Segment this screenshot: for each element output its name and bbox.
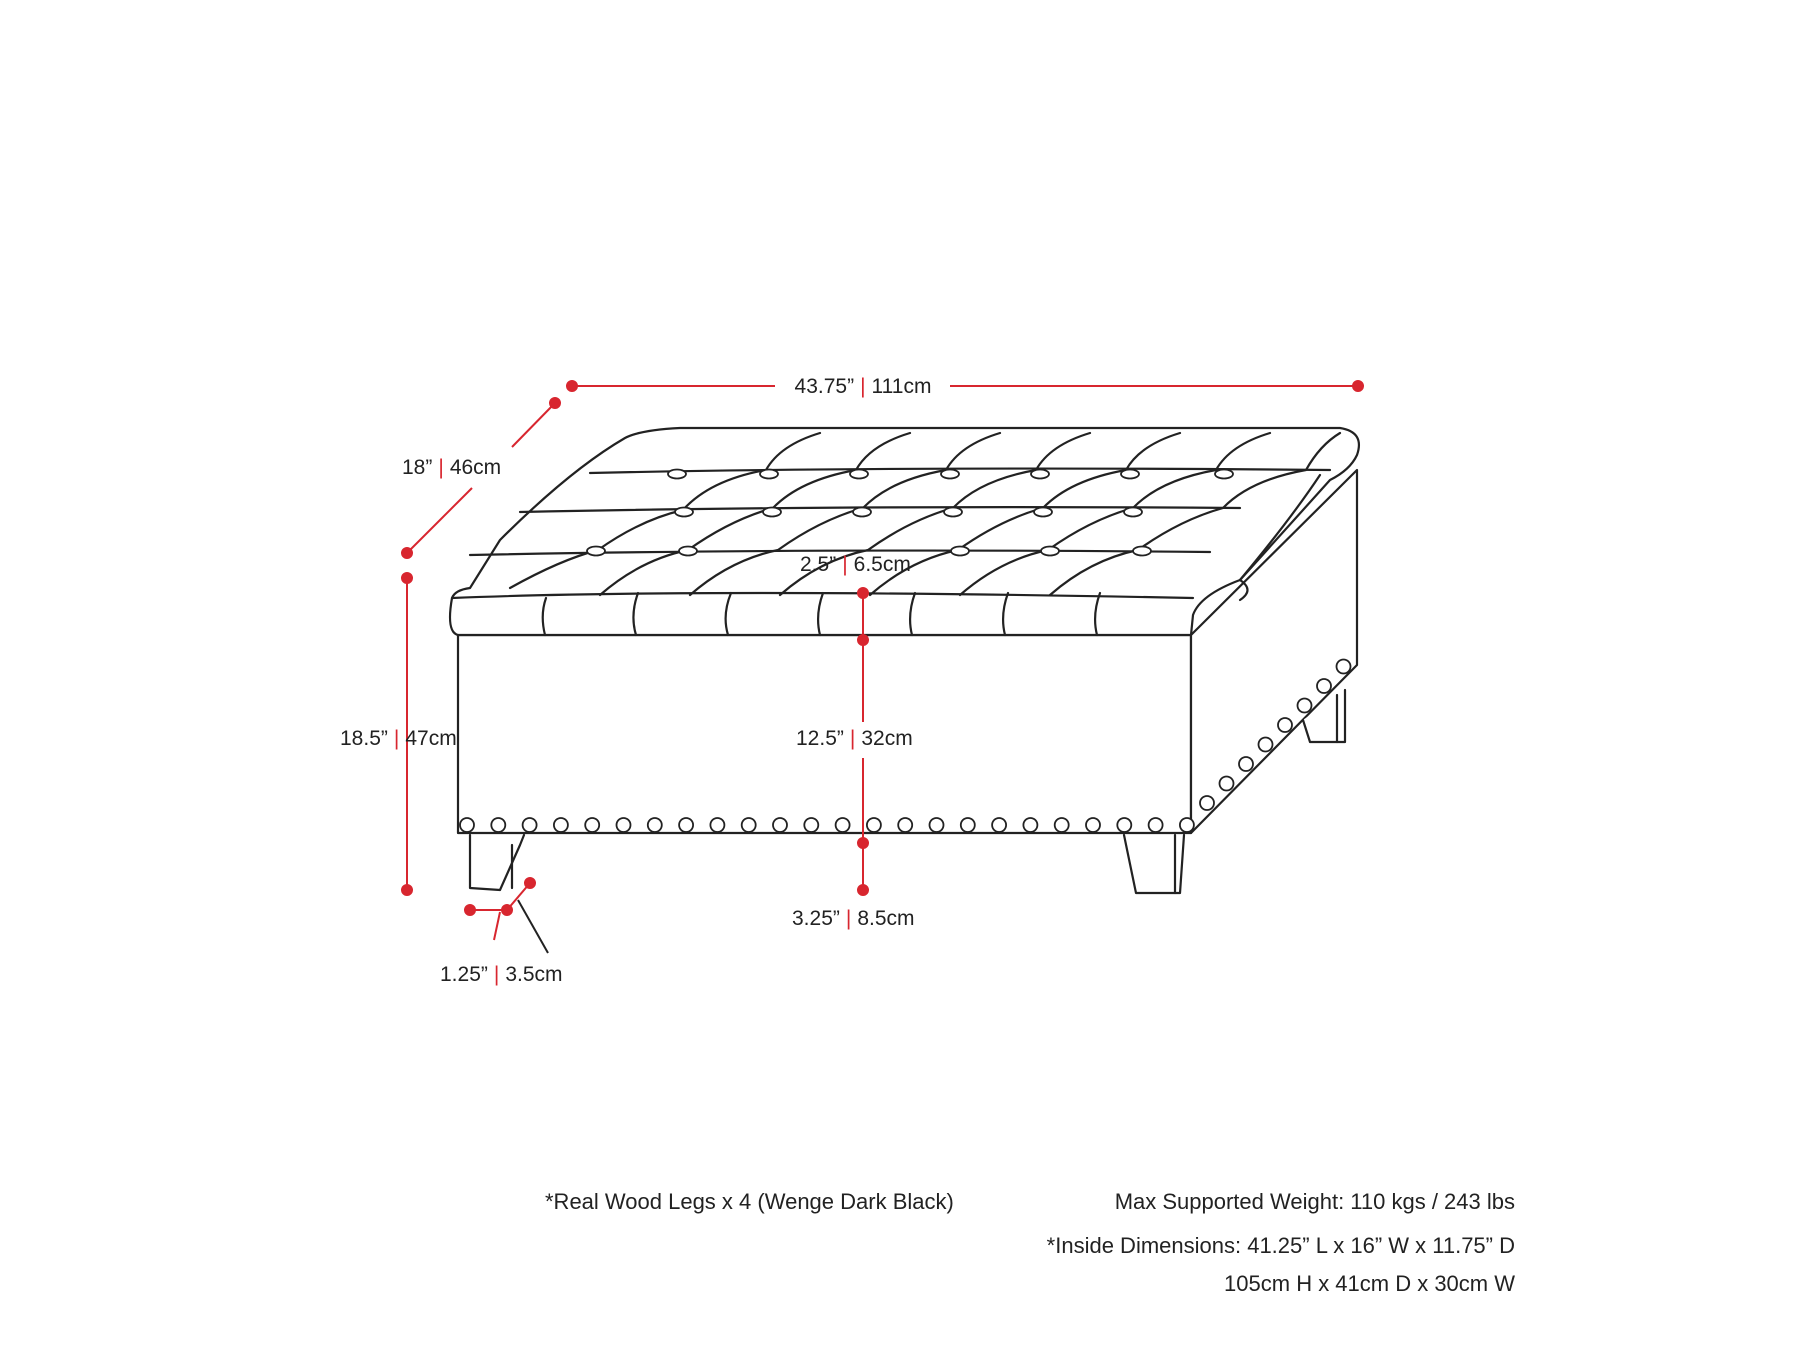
nailhead <box>710 818 724 832</box>
nailhead <box>679 818 693 832</box>
nailhead <box>1239 757 1253 771</box>
nailhead <box>617 818 631 832</box>
nailhead <box>1317 679 1331 693</box>
nailhead <box>491 818 505 832</box>
nailhead <box>1086 818 1100 832</box>
nailhead <box>1117 818 1131 832</box>
leg-width-label: 1.25” | 3.5cm <box>440 963 563 986</box>
leg-dim-dot-bottom <box>858 885 868 895</box>
nailhead <box>1220 777 1234 791</box>
legs-note: *Real Wood Legs x 4 (Wenge Dark Black) <box>545 1189 954 1214</box>
nailhead <box>554 818 568 832</box>
nailhead <box>961 818 975 832</box>
nailhead <box>930 818 944 832</box>
nailhead <box>585 818 599 832</box>
nailhead <box>1298 699 1312 713</box>
width-dim-dot-left <box>567 381 577 391</box>
nailhead <box>523 818 537 832</box>
nailhead <box>742 818 756 832</box>
nailhead <box>1149 818 1163 832</box>
total-height-label: 18.5” | 47cm <box>340 727 457 750</box>
nailhead <box>1023 818 1037 832</box>
nailhead <box>992 818 1006 832</box>
nailhead <box>804 818 818 832</box>
height-dim-dot-bottom <box>402 885 412 895</box>
nailhead <box>1180 818 1194 832</box>
cushion-height-label: 2.5” | 6.5cm <box>800 553 911 576</box>
nailhead <box>460 818 474 832</box>
nailhead <box>898 818 912 832</box>
leg-front-left <box>470 835 524 890</box>
depth-dim-dot-top <box>550 398 560 408</box>
cushion-dim-dot-top <box>858 588 868 598</box>
body-height-label: 12.5” | 32cm <box>796 727 913 750</box>
nailhead <box>1259 738 1273 752</box>
nailhead <box>773 818 787 832</box>
nailhead <box>1337 660 1351 674</box>
leg-width-dot-left <box>465 905 475 915</box>
nailhead <box>1055 818 1069 832</box>
nailhead <box>867 818 881 832</box>
inside-dimensions-note-line2: 105cm H x 41cm D x 30cm W <box>1224 1271 1515 1296</box>
height-dim-dot-top <box>402 573 412 583</box>
max-weight-note: Max Supported Weight: 110 kgs / 243 lbs <box>1114 1189 1515 1214</box>
width-dim-dot-right <box>1353 381 1363 391</box>
depth-dim-dot-bottom <box>402 548 412 558</box>
leg-height-label: 3.25” | 8.5cm <box>792 907 915 930</box>
inside-dimensions-note-line1: *Inside Dimensions: 41.25” L x 16” W x 11.75” D <box>1046 1233 1515 1258</box>
depth-label: 18” | 46cm <box>402 456 502 479</box>
nailhead <box>1278 718 1292 732</box>
nailhead <box>836 818 850 832</box>
width-label: 43.75” | 111cm <box>794 375 932 398</box>
nailhead <box>1200 796 1214 810</box>
nailhead <box>648 818 662 832</box>
leg-width-dot-diag <box>525 878 535 888</box>
